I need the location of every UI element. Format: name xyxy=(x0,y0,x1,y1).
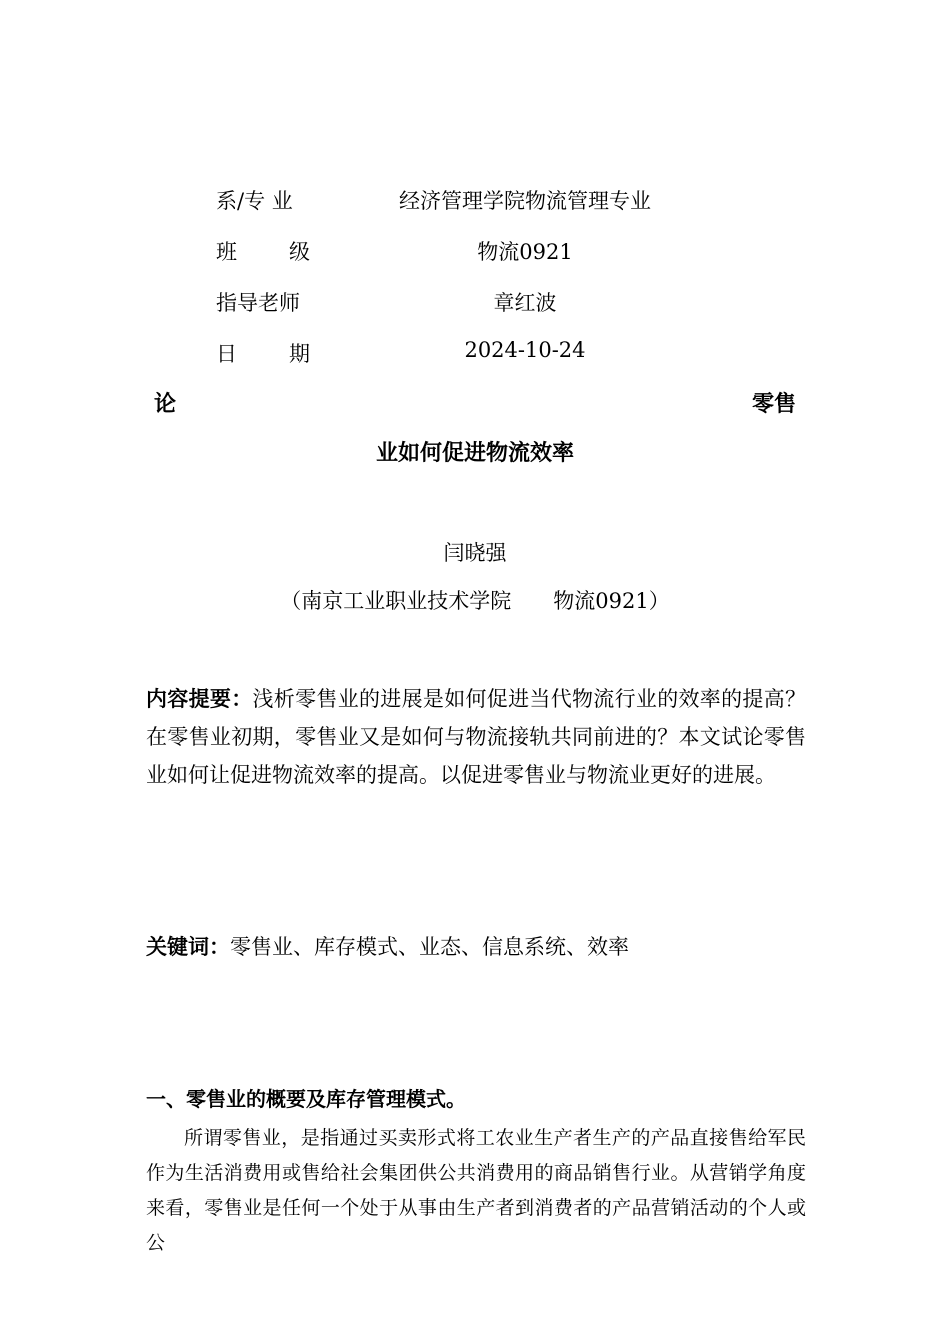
abstract-label: 内容提要： xyxy=(146,687,253,711)
date-label-char-1: 日 xyxy=(216,342,237,366)
dept-label: 系/专 业 xyxy=(216,189,293,213)
dept-value: 经济管理学院物流管理专业 xyxy=(399,189,651,213)
keywords-label: 关键词： xyxy=(146,935,230,959)
abstract-text: 浅析零售业的进展是如何促进当代物流行业的效率的提高？在零售业初期，零售业又是如何与物流接轨共同前进的？本文试论零售业如何让促进物流效率的提高。以促进零售业与物流业更好的进展。 xyxy=(146,687,806,787)
keywords xyxy=(146,928,806,966)
title-part-1: 论 xyxy=(154,392,177,417)
class-label-char-1: 班 xyxy=(216,240,237,264)
section-1-paragraph: 所谓零售业，是指通过买卖形式将工农业生产者生产的产品直接售给军民作为生活消费用或售给社会集团供公共消费用的商品销售行业。从营销学角度来看，零售业是任何一个处于从事由生产者到消费者的产品营销活动的个人或公 xyxy=(146,1127,806,1254)
author-affiliation: （南京工业职业技术学院 物流0921） xyxy=(280,589,670,613)
keywords-text: 零售业、库存模式、业态、信息系统、效率 xyxy=(230,935,629,959)
class-label xyxy=(216,236,310,266)
section-1-heading: 一、零售业的概要及库存管理模式。 xyxy=(146,1087,466,1111)
class-value: 物流0921 xyxy=(477,240,573,264)
advisor-label: 指导老师 xyxy=(216,291,300,315)
date-label xyxy=(216,338,310,368)
advisor-value: 章红波 xyxy=(493,291,557,315)
class-label-char-2: 级 xyxy=(289,240,310,264)
date-value: 2024-10-24 xyxy=(464,338,586,362)
title-part-2: 零售 xyxy=(752,392,797,417)
author-name: 闫晓强 xyxy=(443,541,507,565)
title-line-2: 业如何促进物流效率 xyxy=(375,441,574,466)
date-label-char-2: 期 xyxy=(289,342,310,366)
abstract xyxy=(146,680,806,794)
